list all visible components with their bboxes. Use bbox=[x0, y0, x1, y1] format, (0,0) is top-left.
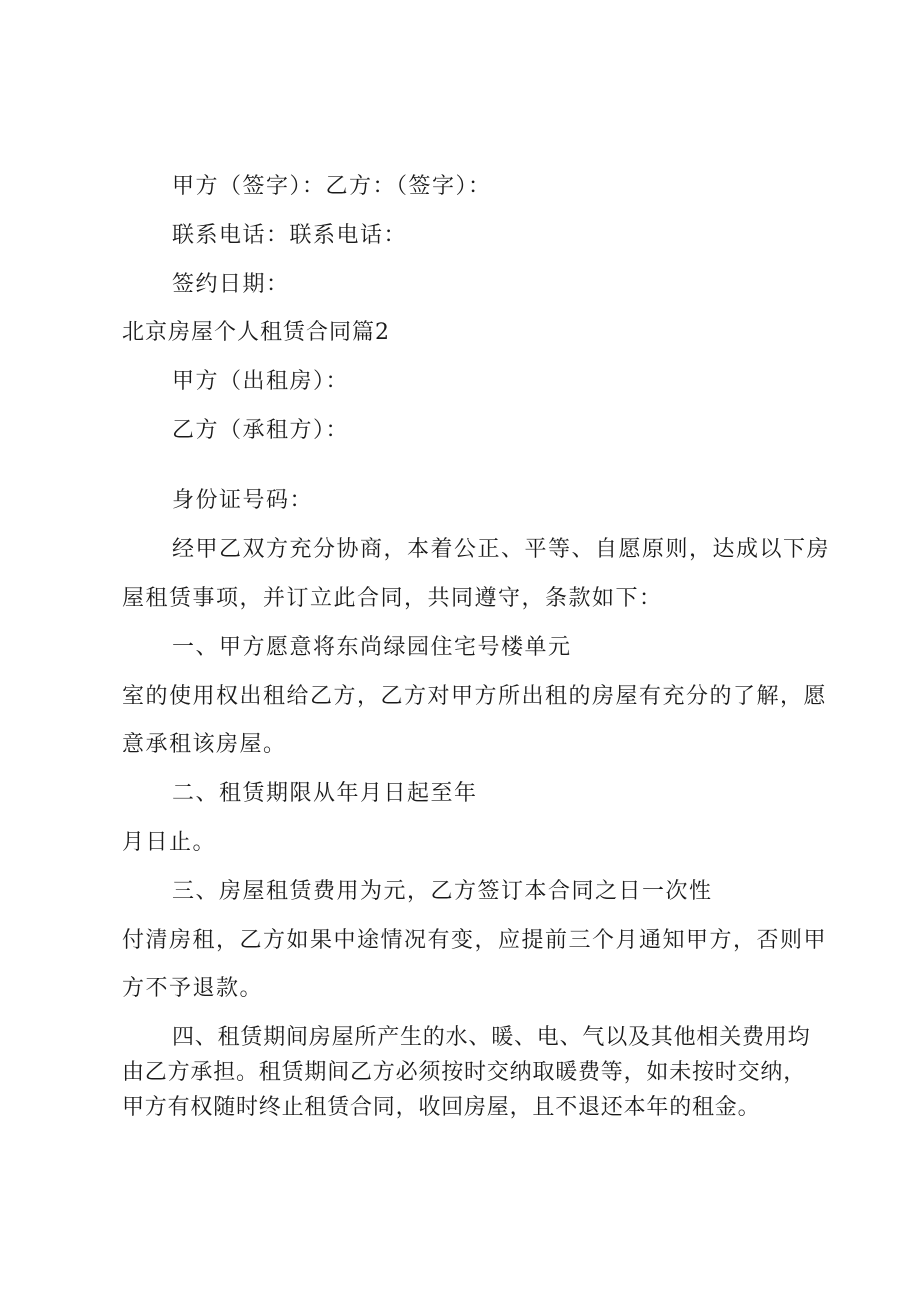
clause-4-line: 甲方有权随时终止租赁合同，收回房屋，且不退还本年的租金。 bbox=[122, 1095, 761, 1120]
clause-1-line: 意承租该房屋。 bbox=[122, 732, 287, 757]
signing-date-line: 签约日期： bbox=[172, 272, 290, 297]
party-a-line: 甲方（出租房）： bbox=[172, 369, 350, 394]
clause-3-line: 方不予退款。 bbox=[122, 976, 264, 1001]
paragraph-line: 经甲乙双方充分协商，本着公正、平等、自愿原则，达成以下房 bbox=[172, 537, 831, 562]
signature-line: 甲方（签字）：乙方：（签字）： bbox=[172, 174, 492, 199]
clause-1-line: 室的使用权出租给乙方，乙方对甲方所出租的房屋有充分的了解，愿 bbox=[122, 684, 828, 709]
clause-3-line: 三、房屋租赁费用为元，乙方签订本合同之日一次性 bbox=[172, 879, 713, 904]
contact-phone-line: 联系电话：联系电话： bbox=[172, 223, 408, 248]
clause-4-line: 由乙方承担。租赁期间乙方必须按时交纳取暖费等，如未按时交纳， bbox=[122, 1060, 807, 1085]
clause-2-line: 二、租赁期限从年月日起至年 bbox=[172, 781, 478, 806]
section-heading: 北京房屋个人租赁合同篇2 bbox=[122, 320, 390, 345]
paragraph-line: 屋租赁事项，并订立此合同，共同遵守，条款如下： bbox=[122, 586, 663, 611]
clause-1-line: 一、甲方愿意将东尚绿园住宅号楼单元 bbox=[172, 635, 572, 660]
clause-3-line: 付清房租，乙方如果中途情况有变，应提前三个月通知甲方，否则甲 bbox=[122, 928, 828, 953]
id-number-line: 身份证号码： bbox=[172, 488, 314, 513]
clause-2-line: 月日止。 bbox=[122, 830, 217, 855]
clause-4-line: 四、租赁期间房屋所产生的水、暖、电、气以及其他相关费用均 bbox=[172, 1025, 811, 1050]
party-b-line: 乙方（承租方）： bbox=[172, 418, 350, 443]
